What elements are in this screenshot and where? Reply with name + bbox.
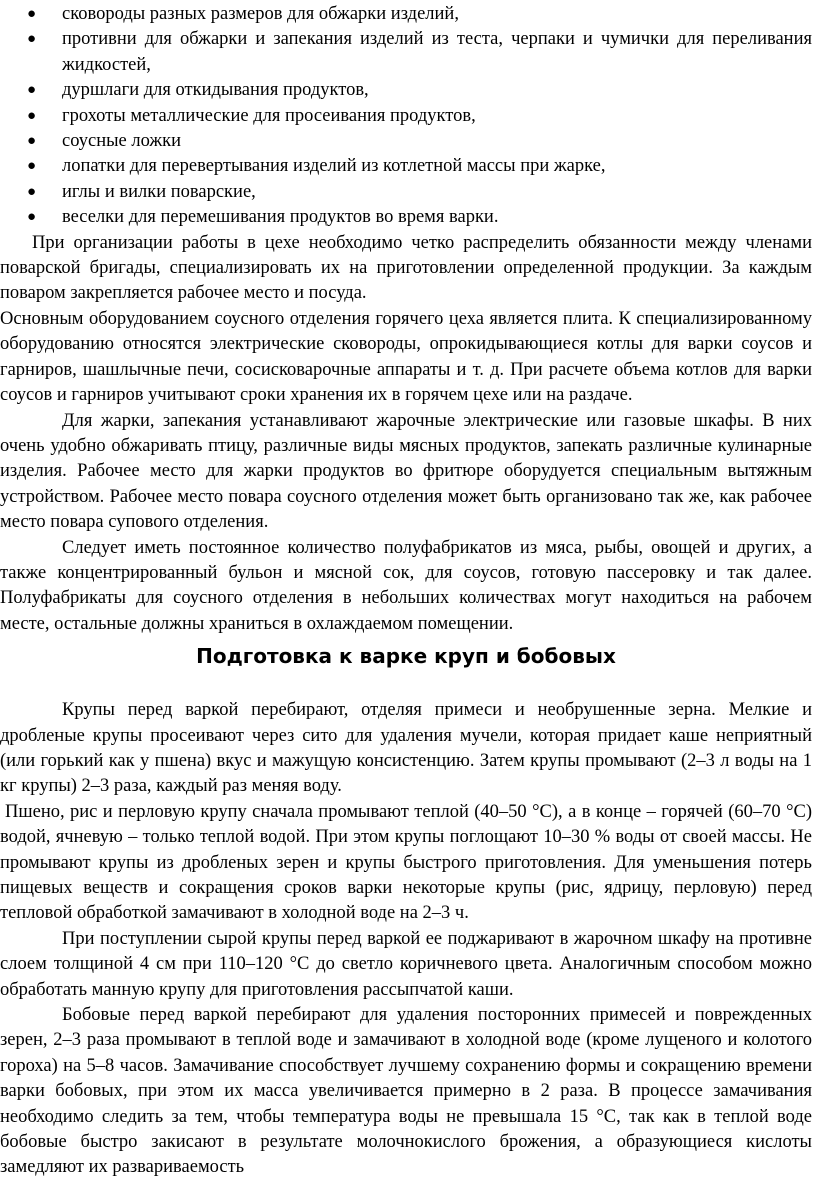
bullet-icon: ● xyxy=(27,82,37,99)
list-item-text: грохоты металлические для просеивания продуктов, xyxy=(62,105,476,126)
paragraph-grain-roasting: При поступлении сырой крупы перед варкой ее поджаривают в жарочном шкафу на противне слоем толщиной 4 см при 110–120 °С до светло коричневого цвета. Аналогичным способом можно обработать манную крупу для приготовления рассыпчатой каши. xyxy=(0,928,812,1000)
bullet-icon: ● xyxy=(27,133,37,150)
bullet-icon: ● xyxy=(27,31,37,48)
section-heading: Подготовка к варке круп и бобовых xyxy=(196,644,616,669)
list-item-text: соусные ложки xyxy=(62,131,182,152)
list-item xyxy=(0,104,812,129)
bullet-icon: ● xyxy=(27,107,37,124)
list-item-text: лопатки для перевертывания изделий из котлетной массы при жарке, xyxy=(62,156,606,177)
paragraph-sauce-equipment: Основным оборудованием соусного отделения горячего цеха является плита. К специализированному оборудованию относятся электрические сковороды, опрокидывающиеся котлы для варки соусов и гарниров, шашлычные печи, сосисковарочные аппараты и т. д. При расчете объема котлов для варки соусов и гарниров учитывают сроки хранения их в горячем цехе или на раздаче. xyxy=(0,308,812,406)
list-item xyxy=(0,2,812,27)
list-item-text: веселки для перемешивания продуктов во время варки. xyxy=(62,207,499,228)
paragraph-frying-cabinets: Для жарки, запекания устанавливают жарочные электрические или газовые шкафы. В них очень удобно обжаривать птицу, различные виды мясных продуктов, запекать различные кулинарные изделия. Рабочее место для жарки продуктов во фритюре оборудуется специальным вытяжным устройством. Рабочее место повара соусного отделения может быть организовано так же, как рабочее место повара супового отделения. xyxy=(0,410,812,533)
bullet-icon: ● xyxy=(27,183,37,200)
list-item xyxy=(0,129,812,154)
paragraph-legumes: Бобовые перед варкой перебирают для удаления посторонних примесей и поврежденных зерен, 2–3 раза промывают в теплой воде и замачивают в холодной воде (кроме лущеного и колотого гороха) на 5–8 часов. Замачивание способствует лучшему сохранению формы и сокращению времени варки бобовых, при этом их масса увеличивается примерно в 2 раза. В процессе замачивания необходимо следить за тем, чтобы температура воды не превышала 15 °С, так как в теплой воде бобовые быстро закисают в результате молочнокислого брожения, а образующиеся кислоты замедляют их развариваемость xyxy=(0,1005,812,1178)
list-item xyxy=(0,27,812,78)
list-item-text: дуршлаги для откидывания продуктов, xyxy=(62,80,369,101)
paragraph-semi-products: Следует иметь постоянное количество полуфабрикатов из мяса, рыбы, овощей и других, а также концентрированный бульон и мясной сок, для соусов, готовую пассеровку и так далее. Полуфабрикаты для соусного отделения в небольших количествах могут находиться на рабочем месте, остальные должны храниться в охлаждаемом помещении. xyxy=(0,537,812,634)
paragraph-grain-sorting: Крупы перед варкой перебирают, отделяя примеси и необрушенные зерна. Мелкие и дробленые крупы просеивают через сито для удаления мучели, которая придает каше неприятный (или горький как у пшена) вкус и мажущую консистенцию. Затем крупы промывают (2–3 л воды на 1 кг крупы) 2–3 раза, каждый раз меняя воду. xyxy=(0,700,812,797)
list-item xyxy=(0,205,812,230)
bullet-icon: ● xyxy=(27,209,37,226)
bullet-icon: ● xyxy=(27,6,37,22)
list-item-text: противни для обжарки и запекания изделий из теста, черпаки и чумички для переливания жидкостей, xyxy=(62,29,812,75)
list-item xyxy=(0,154,812,179)
paragraph-grain-washing: Пшено, рис и перловую крупу сначала промывают теплой (40–50 °С), а в конце – горячей (60–70 °С) водой, ячневую – только теплой водой. При этом крупы поглощают 10–30 % воды от своей массы. Не промывают крупы из дробленых зерен и крупы быстрого приготовления. Для уменьшения потерь пищевых веществ и сокращения сроков варки некоторые крупы (рис, ядрицу, перловую) перед тепловой обработкой замачивают в холодной воде на 2–3 ч. xyxy=(0,801,812,924)
list-item xyxy=(0,180,812,205)
list-item-text: иглы и вилки поварские, xyxy=(62,181,256,202)
paragraph-brigade-organization: При организации работы в цехе необходимо четко распределить обязанности между членами поварской бригады, специализировать их на приготовлении определенной продукции. За каждым поваром закрепляется рабочее место и посуда. xyxy=(0,232,812,304)
bullet-icon: ● xyxy=(27,158,37,175)
list-item-text: сковороды разных размеров для обжарки изделий, xyxy=(62,4,459,24)
list-item xyxy=(0,78,812,103)
equipment-list xyxy=(0,2,812,231)
